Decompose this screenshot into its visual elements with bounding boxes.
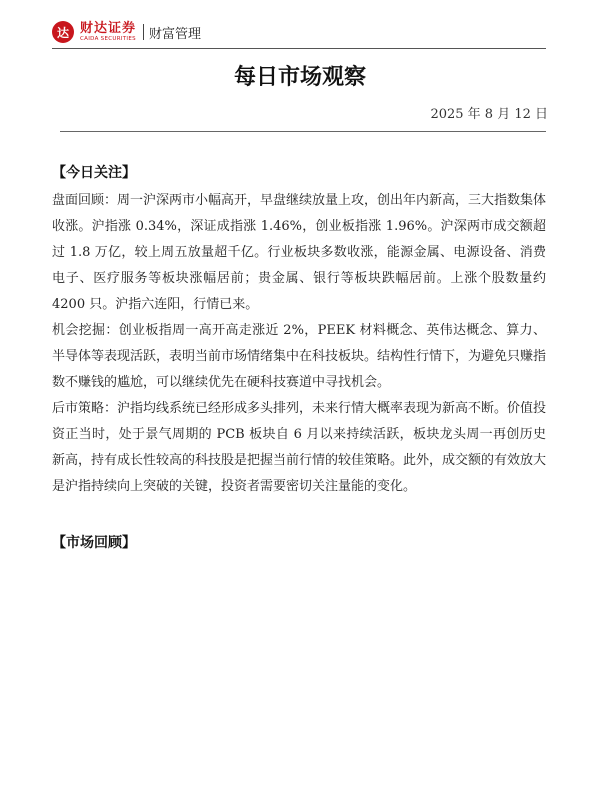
section-heading-today: 【今日关注】 [52, 165, 136, 181]
section-spacer [52, 500, 546, 530]
header-rule [52, 48, 546, 49]
brand-name-en: CAIDA SECURITIES [80, 35, 136, 42]
brand-logo [80, 22, 136, 43]
title-divider [60, 131, 546, 132]
paragraph-market-review: 盘面回顾：周一沪深两市小幅高开，早盘继续放量上攻，创出年内新高，三大指数集体收涨。沪指涨 0.34%，深证成指涨 1.46%，创业板指涨 1.96%。沪深两市成交额超过 1.8 万亿，较上周五放量超千亿。行业板块多数收涨，能源金属、电源设备、消费电子、医疗服务等板块涨幅居前；贵金属、银行等板块跌幅居前。上涨个股数量约 4200 只。沪指六连阳，行情已来。 [52, 193, 547, 312]
caida-logo-icon: 达 [52, 21, 74, 43]
division-name: 财富管理 [149, 26, 202, 42]
brand-name-cn: 财达证券 [80, 20, 137, 36]
report-body [52, 160, 546, 558]
paragraph-strategy: 后市策略：沪指均线系统已经形成多头排列，未来行情大概率表现为新高不断。价值投资正当时，处于景气周期的 PCB 板块自 6 月以来持续活跃，板块龙头周一再创历史新高，持有成长性较高的科技股是把握当前行情的较佳策略。此外，成交额的有效放大是沪指持续向上突破的关键，投资者需要密切关注量能的变化。 [52, 401, 547, 494]
report-header [52, 18, 201, 46]
paragraph-opportunity: 机会挖掘：创业板指周一高开高走涨近 2%，PEEK 材料概念、英伟达概念、算力、半导体等表现活跃，表明当前市场情绪集中在科技板块。结构性行情下，为避免只赚指数不赚钱的尴尬，可以继续优先在硬科技赛道中寻找机会。 [52, 323, 547, 390]
section-heading-review: 【市场回顾】 [52, 535, 136, 551]
report-title: 每日市场观察 [233, 65, 366, 90]
header-separator [143, 24, 144, 40]
report-date: 2025 年 8 月 12 日 [430, 107, 548, 122]
